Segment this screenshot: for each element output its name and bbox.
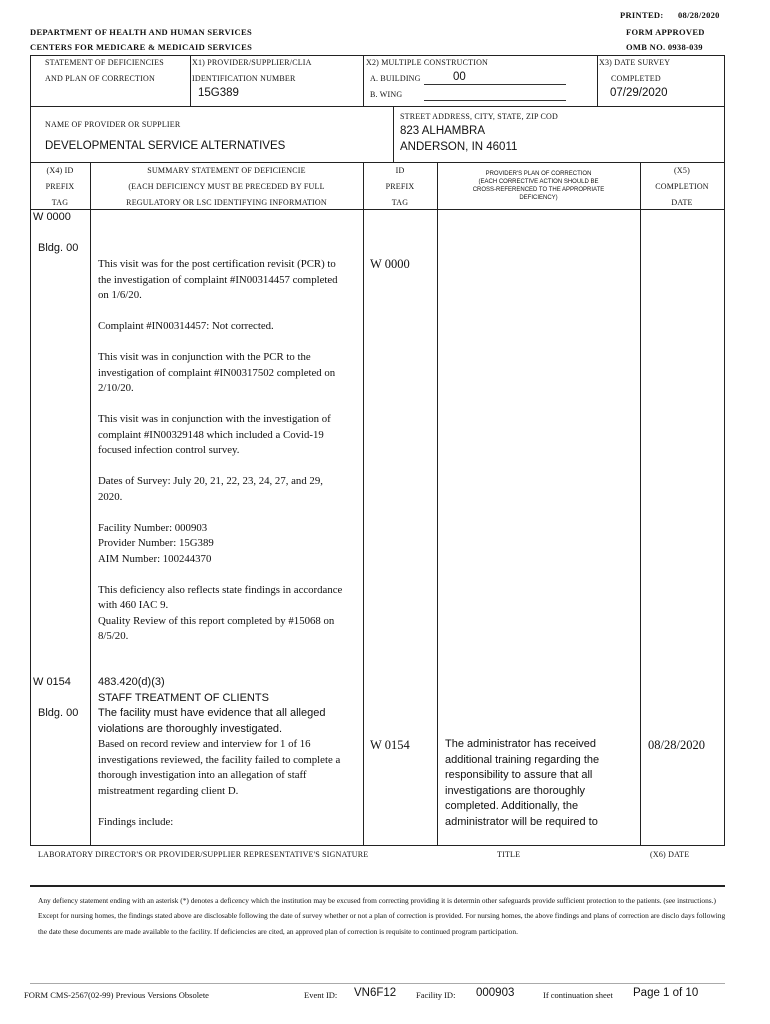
plan-of-correction-label: AND PLAN OF CORRECTION <box>45 74 155 83</box>
title-label: TITLE <box>497 850 521 859</box>
entry2-completion-date: 08/28/2020 <box>648 738 705 752</box>
entry2-rule: The facility must have evidence that all alleged violations are thoroughly investigated. <box>98 707 326 735</box>
centers-title: CENTERS FOR MEDICARE & MEDICAID SERVICES <box>30 42 253 52</box>
building-value: 00 <box>453 71 466 83</box>
id-prefix-header: PREFIX <box>385 182 415 191</box>
entry1-para-3: This visit was in conjunction with the PCR to the investigation of complaint #IN00317502 completed on 2/10/20. <box>98 351 336 394</box>
omb-number: OMB NO. 0938-039 <box>626 42 703 52</box>
entry2-finding: Based on record review and interview for 1 of 16 investigations reviewed, the facility failed to complete a thorough investigation into an allegation of staff mistreatment regarding client D. <box>98 738 341 797</box>
survey-completed-date: 07/29/2020 <box>610 87 668 99</box>
facility-id-value: 000903 <box>476 987 515 999</box>
entry2-title: STAFF TREATMENT OF CLIENTS <box>98 691 269 704</box>
entry1-tag: W 0000 <box>33 211 71 223</box>
plan-header-line4: DEFICIENCY) <box>519 195 558 201</box>
plan-header-line1: PROVIDER'S PLAN OF CORRECTION <box>485 171 592 177</box>
x5-header: (X5) <box>674 166 690 175</box>
deficiency-notice: Any defiency statement ending with an asterisk (*) denotes a deficency which the institution may be excused from correcting providing it is determin other safeguards provide sufficient protection to the patients. (see instructions.) Except for nursing homes, the findings stated above are disclosable following the date of survey whether or not a plan of correction is provided. For nursing homes, the above findings and plans of correction are disclo days following the date these documents are made available to the facility. If deficiencies are cited, an approved plan of correction is requisite to continued program participation. <box>38 896 726 936</box>
x1-sub-label: IDENTIFICATION NUMBER <box>192 74 296 83</box>
plan-header-line2: (EACH CORRECTIVE ACTION SHOULD BE <box>478 179 599 185</box>
entry2-tag: W 0154 <box>33 676 71 688</box>
entry1-para-1: This visit was for the post certification revisit (PCR) to the investigation of complaint #IN00314457 completed on 1/6/20. <box>98 258 338 301</box>
entry2-findings-include: Findings include: <box>98 815 174 828</box>
x4-prefix-header: PREFIX <box>45 182 75 191</box>
form-number: FORM CMS-2567(02-99) Previous Versions Obsolete <box>24 990 209 1000</box>
id-header: ID <box>395 166 405 175</box>
statement-label: STATEMENT OF DEFICIENCIES <box>45 58 164 67</box>
address-label: STREET ADDRESS, CITY, STATE, ZIP COD <box>400 112 558 121</box>
date-header: DATE <box>671 198 693 207</box>
entry2-plan: The administrator has received additional training regarding the responsibility to assure that all investigations are thoroughly completed. Additionally, the administrator will be required to <box>445 738 600 828</box>
entry1-para-7: This deficiency also reflects state findings in accordance with 460 IAC 9. Quality Review of this report completed by #15068 on 8/5/20. <box>98 583 343 642</box>
entry2-finding-block <box>98 737 344 846</box>
provider-name-value: DEVELOPMENTAL SERVICE ALTERNATIVES <box>45 140 286 152</box>
entry2-id-tag: W 0154 <box>370 738 410 752</box>
x4-tag-header: TAG <box>51 198 69 207</box>
x3-label: X3) DATE SURVEY <box>599 58 671 67</box>
address-city: ANDERSON, IN 46011 <box>400 141 518 153</box>
form-approved: FORM APPROVED <box>626 27 705 37</box>
entry2-regulation: 483.420(d)(3) <box>98 676 165 688</box>
signature-label: LABORATORY DIRECTOR'S OR PROVIDER/SUPPLIER REPRESENTATIVE'S SIGNATURE <box>38 850 369 859</box>
entry1-building: Bldg. 00 <box>38 242 79 254</box>
entry1-id-tag: W 0000 <box>370 257 410 271</box>
x4-id-header: (X4) ID <box>46 166 74 175</box>
provider-name-label: NAME OF PROVIDER OR SUPPLIER <box>45 120 181 129</box>
completion-header: COMPLETION <box>655 182 709 191</box>
entry1-para-2: Complaint #IN00314457: Not corrected. <box>98 320 274 332</box>
entry1-para-6: Facility Number: 000903 Provider Number: 15G389 AIM Number: 100244370 <box>98 521 214 565</box>
plan-header-line3: CROSS-REFERENCED TO THE APPROPRIATE <box>472 187 605 193</box>
entry2-summary <box>98 675 360 737</box>
facility-id-label: Facility ID: <box>416 990 456 1000</box>
page-number: Page 1 of 10 <box>633 987 699 999</box>
summary-header-line3: REGULATORY OR LSC IDENTIFYING INFORMATION <box>126 198 327 207</box>
department-title: DEPARTMENT OF HEALTH AND HUMAN SERVICES <box>30 27 252 37</box>
event-id-label: Event ID: <box>304 990 338 1000</box>
summary-header-line2: (EACH DEFICIENCY MUST BE PRECEDED BY FULL <box>128 182 325 191</box>
entry1-para-5: Dates of Survey: July 20, 21, 22, 23, 24, 27, and 29, 2020. <box>98 475 323 503</box>
building-label: A. BUILDING <box>370 74 421 83</box>
x2-label: X2) MULTIPLE CONSTRUCTION <box>366 58 489 67</box>
address-street: 823 ALHAMBRA <box>400 125 486 137</box>
id-tag-header: TAG <box>391 198 409 207</box>
wing-label: B. WING <box>370 90 403 99</box>
printed-label: PRINTED: <box>620 10 664 20</box>
x1-label: X1) PROVIDER/SUPPLIER/CLIA <box>192 58 312 67</box>
event-id-value: VN6F12 <box>354 987 397 999</box>
x3-sub-label: COMPLETED <box>611 74 661 83</box>
entry1-summary <box>98 257 344 660</box>
x6-date-label: (X6) DATE <box>650 850 690 859</box>
provider-id-value: 15G389 <box>198 87 239 99</box>
continuation-label: If continuation sheet <box>543 990 613 1000</box>
summary-header-line1: SUMMARY STATEMENT OF DEFICIENCIE <box>147 166 306 175</box>
entry1-para-4: This visit was in conjunction with the investigation of complaint #IN00329148 which included a Covid-19 focused infection control survey. <box>98 413 331 456</box>
printed-date: 08/28/2020 <box>678 10 720 20</box>
entry2-building: Bldg. 00 <box>38 707 79 719</box>
